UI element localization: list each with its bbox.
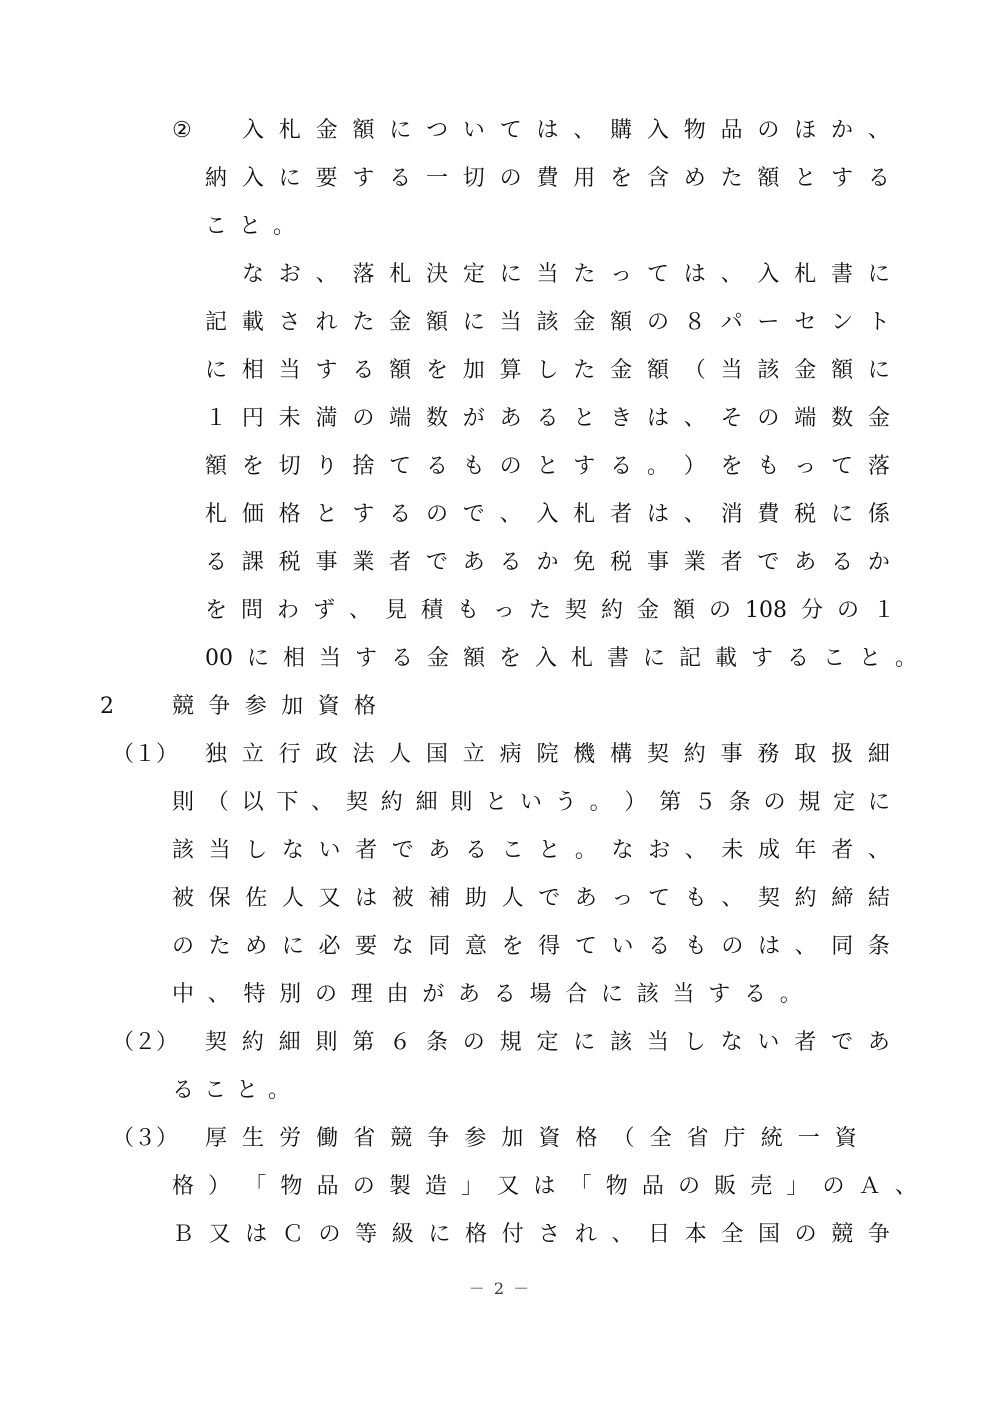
text-line: 札 価 格 と す る の で 、 入 札 者 は 、 消 費 税 に 係 — [205, 502, 890, 527]
page-number: － 2 － — [468, 1279, 532, 1298]
text-line: の た め に 必 要 な 同 意 を 得 て い る も の は 、 同 条 — [172, 934, 890, 959]
text-line: 格 ） 「 物 品 の 製 造 」 又 は 「 物 品 の 販 売 」 の Ａ 、 — [172, 1174, 917, 1199]
item-marker: （１） — [112, 742, 179, 767]
item-marker: ② — [172, 118, 192, 143]
text-line: な お 、 落 札 決 定 に 当 た っ て は 、 入 札 書 に — [242, 262, 890, 287]
text-line: こ と 。 — [205, 214, 295, 239]
text-line: に 相 当 す る 額 を 加 算 し た 金 額 （ 当 該 金 額 に — [205, 358, 890, 383]
text-line: を 問 わ ず 、 見 積 も っ た 契 約 金 額 の 108 分 の １ — [205, 598, 895, 623]
item-marker: （２） — [112, 1030, 179, 1055]
text-line: 則 （ 以 下 、 契 約 細 則 と い う 。 ） 第 ５ 条 の 規 定 に — [172, 790, 890, 815]
text-line: 入 札 金 額 に つ い て は 、 購 入 物 品 の ほ か 、 — [242, 118, 890, 143]
text-line: る 課 税 事 業 者 で あ る か 免 税 事 業 者 で あ る か — [205, 550, 890, 575]
text-line: 記 載 さ れ た 金 額 に 当 該 金 額 の ８ パ ー セ ン ト — [205, 310, 890, 335]
text-line: １ 円 未 満 の 端 数 が あ る と き は 、 そ の 端 数 金 — [205, 406, 890, 431]
text-line: Ｂ 又 は Ｃ の 等 級 に 格 付 さ れ 、 日 本 全 国 の 競 争 — [172, 1222, 890, 1247]
text-line: 被 保 佐 人 又 は 被 補 助 人 で あ っ て も 、 契 約 締 結 — [172, 886, 890, 911]
text-line: 契 約 細 則 第 ６ 条 の 規 定 に 該 当 し な い 者 で あ — [205, 1030, 890, 1055]
item-marker: （３） — [112, 1126, 179, 1151]
text-line: る こ と 。 — [172, 1078, 290, 1103]
text-line: 独 立 行 政 法 人 国 立 病 院 機 構 契 約 事 務 取 扱 細 — [205, 742, 890, 767]
text-line: 額 を 切 り 捨 て る も の と す る 。 ） を も っ て 落 — [205, 454, 890, 479]
section-number: 2 — [100, 694, 114, 719]
text-line: 厚 生 労 働 省 競 争 参 加 資 格 （ 全 省 庁 統 一 資 — [205, 1126, 857, 1151]
text-line: 納 入 に 要 す る 一 切 の 費 用 を 含 め た 額 と す る — [205, 166, 890, 191]
text-line: 00 に 相 当 す る 金 額 を 入 札 書 に 記 載 す る こ と 。 — [205, 646, 917, 671]
text-line: 中 、 特 別 の 理 由 が あ る 場 合 に 該 当 す る 。 — [172, 982, 802, 1007]
text-line: 該 当 し な い 者 で あ る こ と 。 な お 、 未 成 年 者 、 — [172, 838, 890, 863]
section-heading: 競 争 参 加 資 格 — [172, 694, 376, 719]
